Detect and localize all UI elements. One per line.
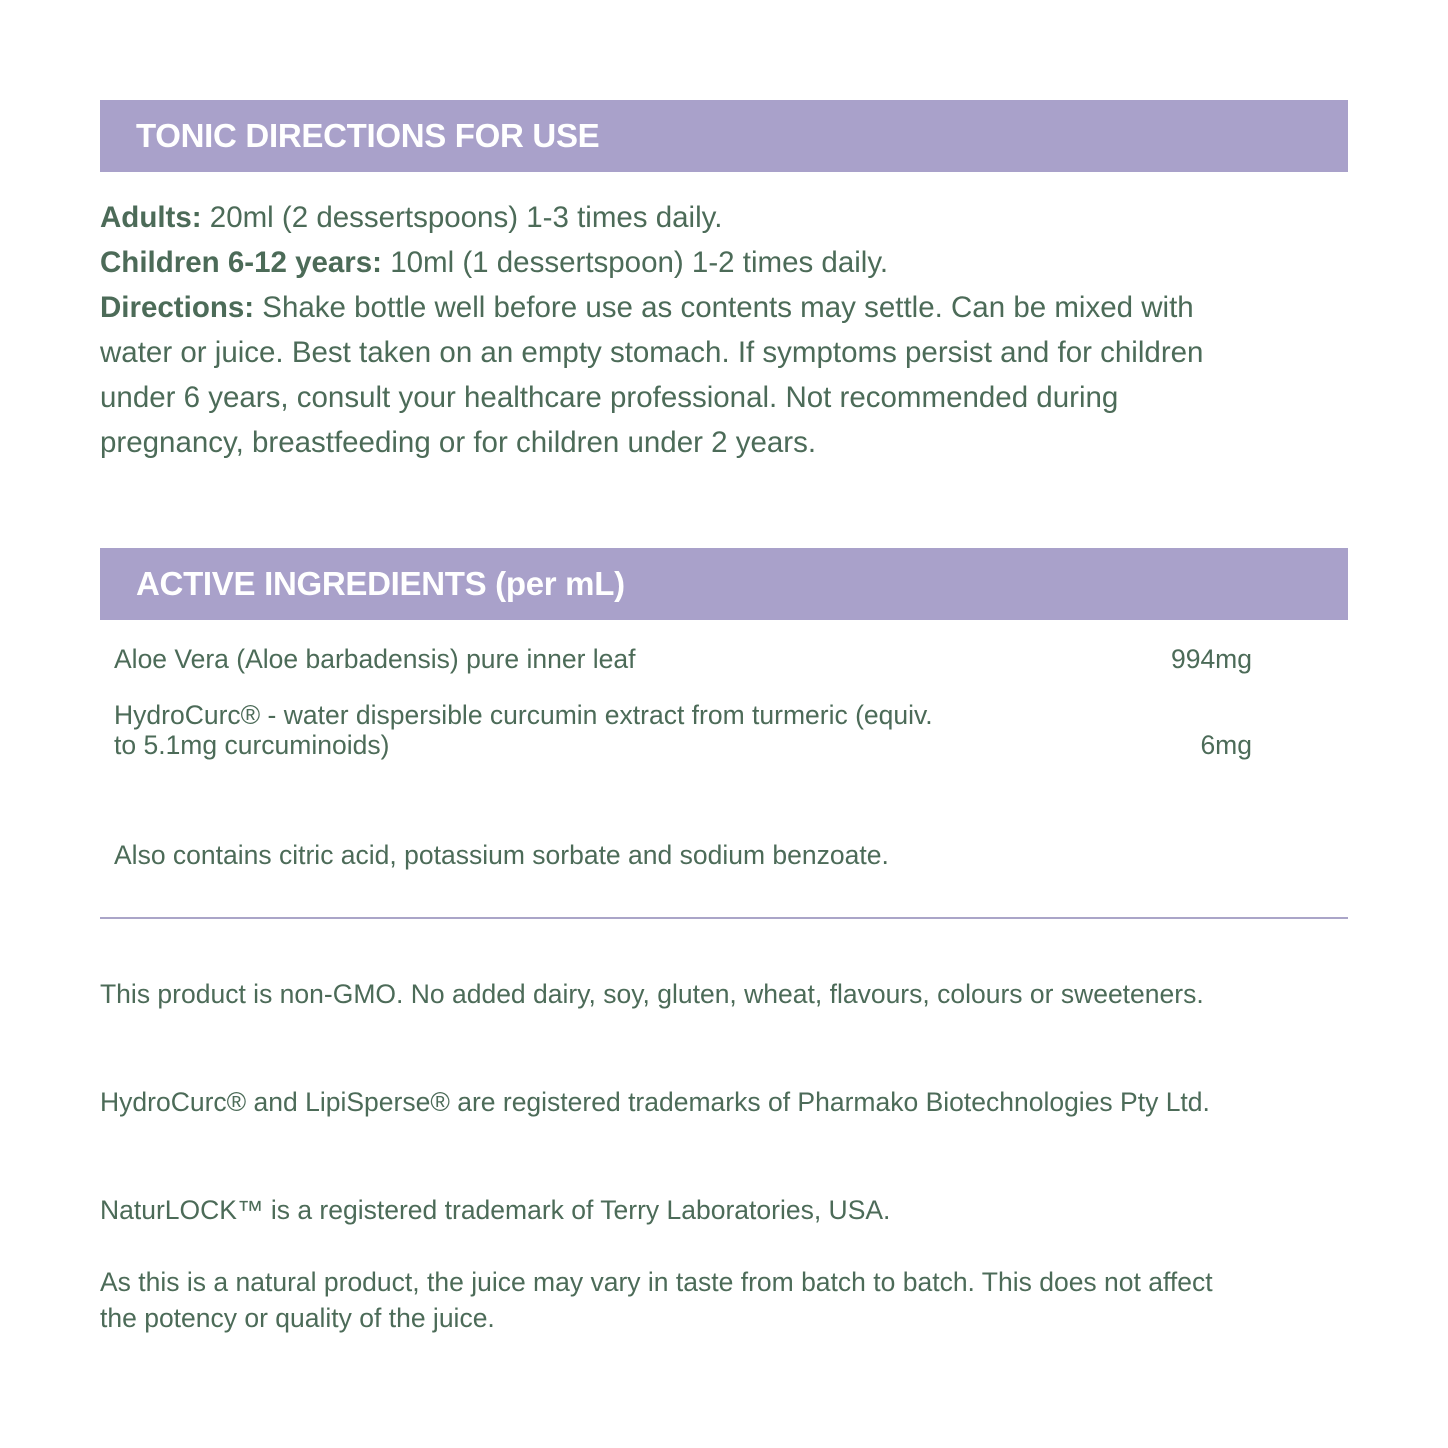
ingredient-name: Aloe Vera (Aloe barbadensis) pure inner leaf	[114, 644, 636, 674]
taste-variation-note: As this is a natural product, the juice may vary in taste from batch to batch. This does not affect the potency or quality of the juice.	[100, 1267, 1213, 1333]
trademark-note-naturlock: NaturLOCK™ is a registered trademark of Terry Laboratories, USA.	[100, 1195, 891, 1225]
children-label: Children 6-12 years:	[100, 246, 383, 279]
ingredient-name: HydroCurc® - water dispersible curcumin extract from turmeric (equiv. to 5.1mg curcuminoids)	[114, 700, 933, 760]
directions-body	[100, 195, 1230, 465]
ingredients-heading: ACTIVE INGREDIENTS (per mL)	[136, 565, 625, 602]
ingredients-heading-banner	[100, 548, 1348, 620]
directions-line	[100, 285, 1230, 465]
children-line	[100, 240, 1230, 285]
section-divider	[100, 917, 1348, 919]
adults-line	[100, 195, 1230, 240]
also-contains-text: Also contains citric acid, potassium sorbate and sodium benzoate.	[114, 840, 889, 870]
ingredient-amount: 6mg	[1200, 730, 1252, 760]
directions-text: Shake bottle well before use as contents may settle. Can be mixed with water or juice. Best taken on an empty stomach. If symptoms persist and for children under 6 years, consult your healthcare professional. Not recommended during pregnancy, breastfeeding or for children under 2 years.	[100, 291, 1204, 459]
adults-text: 20ml (2 dessertspoons) 1-3 times daily.	[201, 201, 723, 234]
directions-heading: TONIC DIRECTIONS FOR USE	[136, 117, 600, 154]
non-gmo-note: This product is non-GMO. No added dairy, soy, gluten, wheat, flavours, colours or sweeteners.	[100, 979, 1204, 1009]
directions-heading-banner	[100, 100, 1348, 172]
directions-label: Directions:	[100, 291, 255, 324]
children-text: 10ml (1 dessertspoon) 1-2 times daily.	[382, 246, 889, 279]
trademark-note-hydrocurc: HydroCurc® and LipiSperse® are registered trademarks of Pharmako Biotechnologies Pty Ltd.	[100, 1087, 1210, 1117]
adults-label: Adults:	[100, 201, 202, 234]
ingredient-amount: 994mg	[1170, 644, 1252, 674]
